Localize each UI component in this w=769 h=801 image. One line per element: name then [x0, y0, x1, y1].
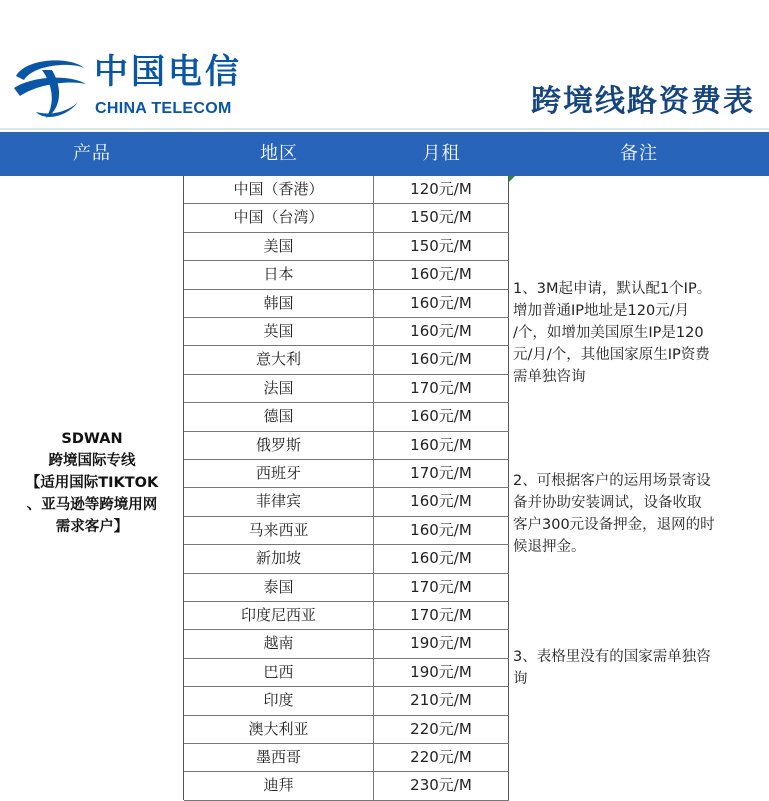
- product-line: SDWAN: [61, 431, 123, 447]
- table-row: [184, 290, 509, 318]
- cell-comment-marker: [509, 176, 515, 182]
- remark-line: 需单独咨询: [513, 369, 586, 385]
- table-row: [184, 204, 509, 232]
- remarks-cell: [509, 176, 769, 800]
- region-cell: 巴西: [184, 659, 374, 686]
- price-cell: 160元/M: [374, 290, 509, 317]
- table-row: [184, 261, 509, 289]
- remark-line: 询: [513, 671, 528, 687]
- price-cell: 170元/M: [374, 375, 509, 402]
- region-cell: 墨西哥: [184, 744, 374, 771]
- table-row: [184, 318, 509, 346]
- remark-line: 候退押金。: [513, 539, 586, 555]
- product-cell: [0, 176, 184, 800]
- region-cell: 中国（台湾）: [184, 204, 374, 231]
- table-row: [184, 233, 509, 261]
- table-row: [184, 545, 509, 573]
- region-cell: 泰国: [184, 574, 374, 601]
- remark-line: 元/月/个，其他国家原生IP资费: [513, 347, 710, 363]
- price-cell: 170元/M: [374, 460, 509, 487]
- price-cell: 160元/M: [374, 261, 509, 288]
- region-cell: 马来西亚: [184, 517, 374, 544]
- region-cell: 美国: [184, 233, 374, 260]
- table-row: [184, 630, 509, 658]
- remark-note: [513, 470, 765, 558]
- price-cell: 190元/M: [374, 659, 509, 686]
- price-cell: 170元/M: [374, 602, 509, 629]
- remark-line: 备并协助安装调试，设备收取: [513, 495, 702, 511]
- table-row: [184, 517, 509, 545]
- product-line: 跨境国际专线: [48, 453, 136, 469]
- region-cell: 澳大利亚: [184, 716, 374, 743]
- region-cell: 俄罗斯: [184, 432, 374, 459]
- table-row: [184, 716, 509, 744]
- table-row: [184, 687, 509, 715]
- price-cell: 150元/M: [374, 204, 509, 231]
- table-header: [0, 132, 769, 176]
- price-cell: 160元/M: [374, 318, 509, 345]
- document-title: 跨境线路资费表: [531, 84, 755, 119]
- remark-note: [513, 646, 765, 690]
- remark-line: 1、3M起申请，默认配1个IP。: [513, 281, 712, 297]
- remark-line: 3、表格里没有的国家需单独咨: [513, 649, 711, 665]
- price-cell: 160元/M: [374, 403, 509, 430]
- region-cell: 意大利: [184, 346, 374, 373]
- region-cell: 日本: [184, 261, 374, 288]
- table-row: [184, 574, 509, 602]
- price-cell: 220元/M: [374, 716, 509, 743]
- price-cell: 160元/M: [374, 545, 509, 572]
- price-cell: 160元/M: [374, 432, 509, 459]
- china-telecom-logo-icon: [12, 54, 88, 122]
- table-row: [184, 744, 509, 772]
- price-cell: 210元/M: [374, 687, 509, 714]
- table-row: [184, 772, 509, 800]
- price-cell: 230元/M: [374, 772, 509, 799]
- product-line: 【适用国际TIKTOK: [25, 475, 159, 491]
- region-cell: 德国: [184, 403, 374, 430]
- region-cell: 韩国: [184, 290, 374, 317]
- region-cell: 法国: [184, 375, 374, 402]
- table-row: [184, 375, 509, 403]
- region-cell: 中国（香港）: [184, 176, 374, 203]
- table-row: [184, 659, 509, 687]
- price-cell: 220元/M: [374, 744, 509, 771]
- table-row: [184, 488, 509, 516]
- price-cell: 120元/M: [374, 176, 509, 203]
- product-description: [0, 428, 184, 538]
- price-cell: 170元/M: [374, 574, 509, 601]
- price-cell: 190元/M: [374, 630, 509, 657]
- product-line: 、亚马逊等跨境用网: [26, 497, 158, 513]
- region-cell: 印度: [184, 687, 374, 714]
- region-cell: 越南: [184, 630, 374, 657]
- header-monthly: 月租: [422, 143, 461, 164]
- table-row: [184, 432, 509, 460]
- page-header: [0, 0, 769, 130]
- price-cell: 160元/M: [374, 346, 509, 373]
- region-cell: 印度尼西亚: [184, 602, 374, 629]
- region-cell: 迪拜: [184, 772, 374, 799]
- brand-name-cn: 中国电信: [94, 52, 242, 92]
- remark-line: /个，如增加美国原生IP是120: [513, 325, 704, 341]
- product-line: 需求客户】: [55, 519, 129, 535]
- region-cell: 菲律宾: [184, 488, 374, 515]
- header-product: 产品: [73, 143, 111, 164]
- remark-line: 增加普通IP地址是120元/月: [513, 303, 690, 319]
- table-row: [184, 602, 509, 630]
- table-row: [184, 176, 509, 204]
- region-cell: 新加坡: [184, 545, 374, 572]
- table-row: [184, 346, 509, 374]
- price-cell: 150元/M: [374, 233, 509, 260]
- remark-line: 客户300元设备押金，退网的时: [513, 517, 715, 533]
- table-row: [184, 460, 509, 488]
- price-cell: 160元/M: [374, 517, 509, 544]
- region-cell: 英国: [184, 318, 374, 345]
- price-cell: 160元/M: [374, 488, 509, 515]
- header-region: 地区: [260, 143, 298, 164]
- region-cell: 西班牙: [184, 460, 374, 487]
- remark-line: 2、可根据客户的运用场景寄设: [513, 473, 711, 489]
- brand-name-en: CHINA TELECOM: [95, 100, 232, 117]
- header-remarks: 备注: [620, 143, 658, 164]
- remark-note: [513, 278, 765, 388]
- table-row: [184, 403, 509, 431]
- header-divider: [0, 128, 769, 130]
